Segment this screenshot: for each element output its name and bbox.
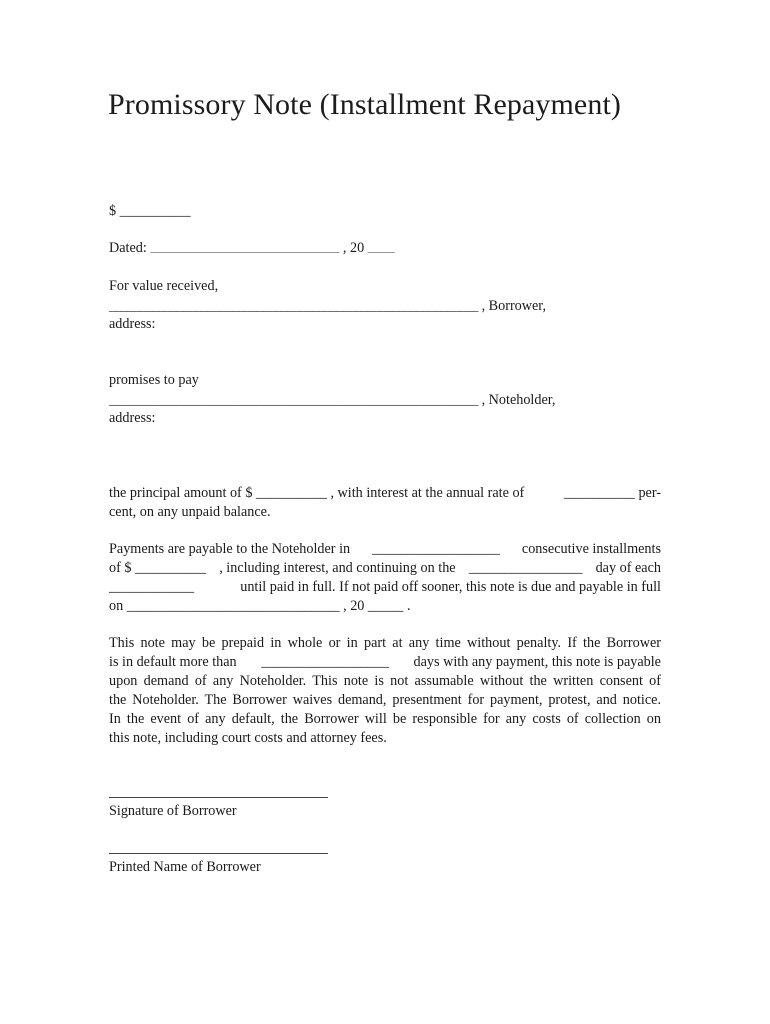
payment-period-blank[interactable]: ____________ bbox=[109, 579, 195, 595]
payments-line-4 bbox=[109, 597, 410, 616]
noteholder-role: , Noteholder, bbox=[481, 392, 556, 408]
borrower-name-blank[interactable]: ____________________________________________________________ bbox=[109, 298, 479, 313]
payments-line-2 bbox=[109, 559, 661, 578]
noteholder-address-label: address: bbox=[109, 410, 156, 426]
payments-text-4c: . bbox=[406, 598, 411, 614]
due-date-blank[interactable]: ______________________________ bbox=[126, 598, 340, 614]
terms-line-2 bbox=[109, 653, 661, 672]
payments-text-2b: , including interest, and continuing on the bbox=[219, 560, 456, 576]
principal-amount-blank[interactable]: __________ bbox=[255, 485, 327, 501]
promises-to-pay: promises to pay bbox=[109, 372, 199, 388]
payments-text-4b: , 20 bbox=[343, 598, 365, 614]
dated-year-blank[interactable]: ______ bbox=[367, 244, 395, 254]
borrower-line bbox=[109, 296, 546, 316]
borrower-address-label: address: bbox=[109, 316, 156, 332]
principal-line-1 bbox=[109, 484, 661, 503]
terms-line-1: This note may be prepaid in whole or in part at any time without penalty. If the Borrower bbox=[109, 635, 661, 651]
noteholder-line bbox=[109, 390, 555, 410]
due-year-blank[interactable]: _____ bbox=[367, 598, 404, 614]
principal-text-c: per- bbox=[638, 485, 661, 501]
dated-label: Dated: bbox=[109, 240, 147, 256]
default-days-blank[interactable]: __________________ bbox=[261, 654, 389, 670]
dated-line bbox=[109, 239, 395, 259]
installment-amount-blank[interactable]: __________ bbox=[135, 560, 206, 576]
terms-line-5: In the event of any default, the Borrower will be responsible for any costs of collection on bbox=[109, 711, 661, 727]
payments-text-2c: day of each bbox=[595, 560, 661, 576]
dated-date-blank[interactable]: __________________________________________ bbox=[150, 244, 340, 254]
amount-line[interactable]: $ __________ bbox=[109, 203, 191, 219]
document-title: Promissory Note (Installment Repayment) bbox=[108, 88, 621, 121]
noteholder-name-blank[interactable]: ____________________________________________________________ bbox=[109, 392, 479, 407]
borrower-role: , Borrower, bbox=[481, 298, 547, 314]
terms-text-2b: days with any payment, this note is payable bbox=[413, 654, 661, 670]
terms-line-3: upon demand of any Noteholder. This note is not assumable without the written consent of bbox=[109, 673, 661, 689]
dated-year-prefix: , 20 bbox=[342, 240, 365, 256]
payments-text-1b: consecutive installments bbox=[521, 541, 661, 557]
signature-line[interactable] bbox=[109, 797, 328, 798]
terms-line-4: the Noteholder. The Borrower waives demand, presentment for payment, protest, and notice. bbox=[109, 692, 661, 708]
terms-text-2a: is in default more than bbox=[109, 654, 237, 670]
printed-name-line[interactable] bbox=[109, 853, 328, 854]
payments-text-3a: until paid in full. If not paid off sooner, this note is due and payable in full bbox=[240, 579, 661, 595]
payments-line-3 bbox=[109, 578, 661, 597]
interest-rate-blank[interactable]: __________ bbox=[563, 485, 635, 501]
principal-text-b: , with interest at the annual rate of bbox=[330, 485, 525, 501]
payments-text-2a: of $ bbox=[109, 560, 132, 576]
payments-text-4a: on bbox=[109, 598, 124, 614]
installments-count-blank[interactable]: __________________ bbox=[372, 541, 500, 557]
for-value-received: For value received, bbox=[109, 278, 219, 294]
principal-text-a: the principal amount of $ bbox=[109, 485, 253, 501]
terms-line-6: this note, including court costs and attorney fees. bbox=[109, 730, 387, 746]
payments-line-1 bbox=[109, 540, 661, 559]
payments-text-1a: Payments are payable to the Noteholder in bbox=[109, 541, 351, 557]
signature-label: Signature of Borrower bbox=[109, 803, 237, 819]
principal-line-2: cent, on any unpaid balance. bbox=[109, 504, 271, 520]
payment-day-blank[interactable]: ________________ bbox=[468, 560, 583, 576]
printed-name-label: Printed Name of Borrower bbox=[109, 859, 261, 875]
